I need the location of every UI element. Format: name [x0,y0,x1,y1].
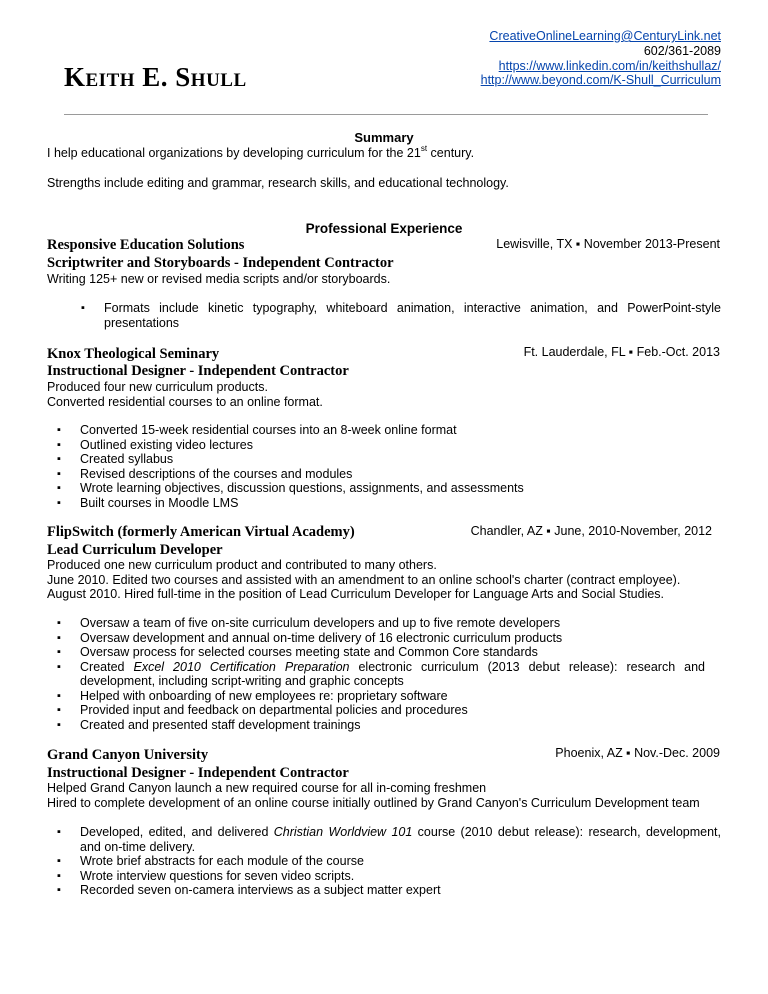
list-item: ▪ Oversaw development and annual on-time delivery of 16 electronic curriculum products [80,631,705,646]
list-item: ▪ Provided input and feedback on departmental policies and procedures [80,703,705,718]
experience-heading: Professional Experience [305,221,463,236]
list-item: ▪ Revised descriptions of the courses and modules [80,467,720,482]
job-4-bullets [80,825,721,898]
job-2-meta: Ft. Lauderdale, FL ▪ Feb.-Oct. 2013 [523,345,720,359]
list-item: ▪ Converted 15-week residential courses into an 8-week online format [80,423,720,438]
phone-number: 602/361-2089 [643,43,721,58]
job-3-meta: Chandler, AZ ▪ June, 2010-November, 2012 [470,524,712,538]
job-4-org: Grand Canyon University [47,747,209,763]
contact-block [481,29,721,88]
list-item: ▪ Created Excel 2010 Certification Preparation electronic curriculum (2013 debut release): research and development, including script-writing and graphic concepts [80,660,705,689]
list-item: ▪ Wrote brief abstracts for each module of the course [80,854,721,869]
linkedin-link[interactable]: https://www.linkedin.com/in/keithshullaz/ [498,58,721,73]
job-2-bullets [80,423,720,510]
list-item: ▪ Created and presented staff development trainings [80,718,705,733]
list-item: ▪ Outlined existing video lectures [80,438,720,453]
job-3-desc-1: Produced one new curriculum product and contributed to many others. [47,558,437,572]
job-4-desc-1: Helped Grand Canyon launch a new required course for all in-coming freshmen [47,781,487,795]
job-3-desc-3: August 2010. Hired full-time in the position of Lead Curriculum Developer for Language Arts and Social Studies. [47,587,665,601]
list-item: ▪ Oversaw process for selected courses meeting state and Common Core standards [80,645,705,660]
job-4-role: Instructional Designer - Independent Contractor [47,765,349,781]
resume-name: Keith E. Shull [64,62,247,92]
job-1-meta: Lewisville, TX ▪ November 2013-Present [496,237,720,251]
job-3-org: FlipSwitch (formerly American Virtual Academy) [47,524,355,540]
job-4-desc-2: Hired to complete development of an online course initially outlined by Grand Canyon's Curriculum Development team [47,796,700,810]
summary-line-2: Strengths include editing and grammar, research skills, and educational technology. [47,176,509,190]
list-item: ▪ Wrote learning objectives, discussion questions, assignments, and assessments [80,481,720,496]
job-1-desc: Writing 125+ new or revised media scripts and/or storyboards. [47,272,391,286]
job-2-desc-2: Converted residential courses to an online format. [47,395,323,409]
list-item: ▪ Built courses in Moodle LMS [80,496,720,511]
header-divider [64,114,708,115]
summary-heading: Summary [354,130,414,145]
list-item: ▪ Developed, edited, and delivered Christian Worldview 101 course (2010 debut release): research, development, and on-time delivery. [80,825,721,854]
job-3-bullets [80,616,705,732]
email-link[interactable]: CreativeOnlineLearning@CenturyLink.net [489,29,721,43]
list-item: ▪ Formats include kinetic typography, whiteboard animation, interactive animation, and PowerPoint-style presentations [104,301,721,330]
job-2-role: Instructional Designer - Independent Contractor [47,363,349,379]
job-2-org: Knox Theological Seminary [47,346,220,362]
list-item: ▪ Helped with onboarding of new employees re: proprietary software [80,689,705,704]
job-3-role: Lead Curriculum Developer [47,542,223,558]
job-1-role: Scriptwriter and Storyboards - Independent Contractor [47,255,394,271]
job-1-bullets [104,301,721,330]
list-item: ▪ Wrote interview questions for seven video scripts. [80,869,721,884]
summary-line-1: I help educational organizations by developing curriculum for the 21st century. [47,144,475,160]
job-3-desc-2: June 2010. Edited two courses and assisted with an amendment to an online school's charter (contract employee). [47,573,681,587]
job-4-meta: Phoenix, AZ ▪ Nov.-Dec. 2009 [555,746,720,760]
job-1-org: Responsive Education Solutions [47,237,245,253]
website-link[interactable]: http://www.beyond.com/K-Shull_Curriculum [480,73,721,88]
job-2-desc-1: Produced four new curriculum products. [47,380,268,394]
list-item: ▪ Created syllabus [80,452,720,467]
list-item: ▪ Recorded seven on-camera interviews as a subject matter expert [80,883,721,898]
list-item: ▪ Oversaw a team of five on-site curriculum developers and up to five remote developers [80,616,705,631]
